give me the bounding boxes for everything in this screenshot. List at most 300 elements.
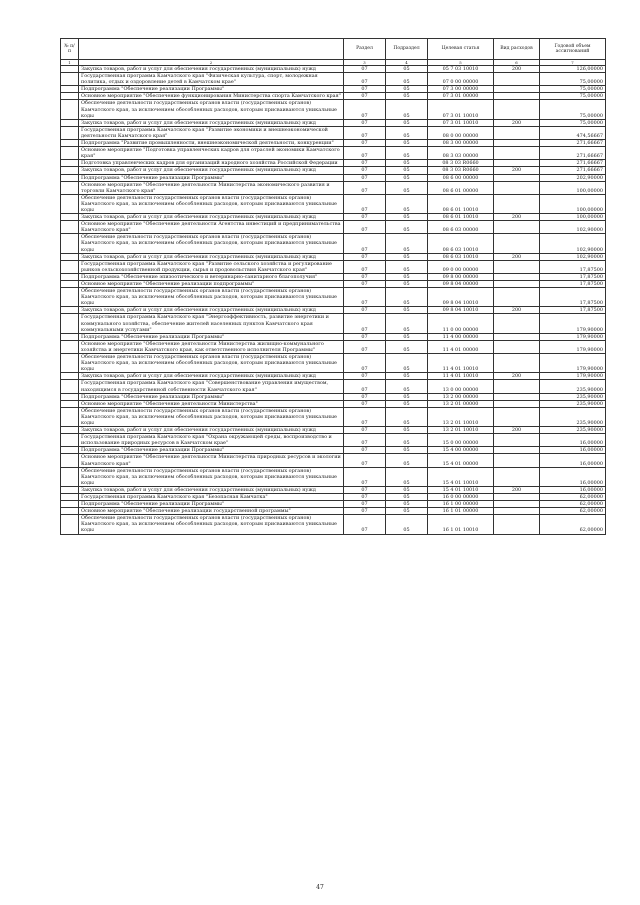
row-vr-cell: [494, 434, 540, 447]
row-csr-cell: 13 2 00 00000: [428, 393, 494, 400]
row-sum-cell: 271,66667: [540, 140, 606, 147]
table-row: [61, 400, 606, 407]
col-num-header: № п/п: [61, 39, 79, 60]
row-csr-cell: 08 6 03 00000: [428, 221, 494, 234]
row-name-cell: Обеспечение деятельности государственных органов власти (государственных органов) Камчатского края, за исключением обособленных расходов, которым присваиваются уникальные коды: [79, 234, 344, 253]
row-razdel-cell: 07: [344, 333, 386, 340]
col-name-header: [79, 39, 344, 60]
row-podrazdel-cell: 05: [386, 253, 428, 260]
row-vr-cell: [494, 354, 540, 373]
row-vr-cell: 200: [494, 427, 540, 434]
row-name-cell: Закупка товаров, работ и услуг для обеспечения государственных (муниципальных) нужд: [79, 119, 344, 126]
row-name-cell: Государственная программа Камчатского края "Энергоэффективность, развитие энергетики и коммунального хозяйства, обеспечение жителей населенных пунктов Камчатского края коммунальными услугами": [79, 314, 344, 333]
row-csr-cell: 07 0 00 00000: [428, 73, 494, 86]
table-row: [61, 221, 606, 234]
row-podrazdel-cell: 05: [386, 340, 428, 353]
row-num-cell: [61, 73, 79, 86]
table-row: [61, 234, 606, 253]
row-csr-cell: 08 6 00 00000: [428, 174, 494, 181]
row-sum-cell: 16,00000: [540, 486, 606, 493]
row-sum-cell: 16,00000: [540, 447, 606, 454]
col-index: 6: [494, 60, 540, 66]
row-name-cell: Закупка товаров, работ и услуг для обеспечения государственных (муниципальных) нужд: [79, 307, 344, 314]
row-podrazdel-cell: 05: [386, 93, 428, 100]
row-sum-cell: 16,00000: [540, 434, 606, 447]
row-razdel-cell: 07: [344, 66, 386, 73]
row-razdel-cell: 07: [344, 253, 386, 260]
row-num-cell: [61, 393, 79, 400]
row-csr-cell: 13 0 00 00000: [428, 380, 494, 393]
row-csr-cell: 09 0 00 00000: [428, 260, 494, 273]
row-name-cell: Основное мероприятие "Обеспечение функционирования Министерства спорта Камчатского края": [79, 93, 344, 100]
table-row: [61, 373, 606, 380]
row-vr-cell: [494, 273, 540, 280]
row-vr-cell: [494, 515, 540, 534]
row-sum-cell: 271,66667: [540, 147, 606, 160]
table-row: [61, 260, 606, 273]
row-name-cell: Закупка товаров, работ и услуг для обеспечения государственных (муниципальных) нужд: [79, 486, 344, 493]
row-sum-cell: 179,90000: [540, 314, 606, 333]
row-name-cell: Государственная программа Камчатского края "Развитие экономики и внешнеэкономической деятельности Камчатского края": [79, 126, 344, 139]
row-num-cell: [61, 515, 79, 534]
row-sum-cell: 62,00000: [540, 515, 606, 534]
row-csr-cell: 11 4 01 10010: [428, 354, 494, 373]
row-csr-cell: 07 3 01 00000: [428, 93, 494, 100]
table-row: [61, 447, 606, 454]
row-num-cell: [61, 508, 79, 515]
row-razdel-cell: 07: [344, 494, 386, 501]
table-row: [61, 515, 606, 534]
row-podrazdel-cell: 05: [386, 501, 428, 508]
row-razdel-cell: 07: [344, 288, 386, 307]
row-num-cell: [61, 181, 79, 194]
row-sum-cell: 100,00000: [540, 181, 606, 194]
row-num-cell: [61, 273, 79, 280]
row-podrazdel-cell: 05: [386, 73, 428, 86]
row-razdel-cell: 07: [344, 447, 386, 454]
row-podrazdel-cell: 05: [386, 126, 428, 139]
table-row: [61, 86, 606, 93]
row-sum-cell: 62,00000: [540, 508, 606, 515]
row-sum-cell: 179,90000: [540, 373, 606, 380]
row-vr-cell: [494, 454, 540, 467]
row-podrazdel-cell: 05: [386, 221, 428, 234]
row-podrazdel-cell: 05: [386, 119, 428, 126]
row-vr-cell: [494, 314, 540, 333]
header-row: [61, 39, 606, 60]
table-row: [61, 407, 606, 426]
row-csr-cell: 08 6 01 10010: [428, 194, 494, 213]
row-razdel-cell: 07: [344, 167, 386, 174]
row-sum-cell: 271,66667: [540, 160, 606, 167]
row-name-cell: Обеспечение деятельности государственных органов власти (государственных органов) Камчатского края, за исключением обособленных расходов, которым присваиваются уникальные коды: [79, 194, 344, 213]
table-row: [61, 486, 606, 493]
row-razdel-cell: 07: [344, 73, 386, 86]
row-num-cell: [61, 354, 79, 373]
row-razdel-cell: 07: [344, 373, 386, 380]
row-sum-cell: 100,00000: [540, 214, 606, 221]
row-csr-cell: 09 8 04 10010: [428, 307, 494, 314]
row-razdel-cell: 07: [344, 486, 386, 493]
row-razdel-cell: 07: [344, 93, 386, 100]
row-sum-cell: 179,90000: [540, 333, 606, 340]
row-razdel-cell: 07: [344, 234, 386, 253]
row-podrazdel-cell: 05: [386, 307, 428, 314]
row-razdel-cell: 07: [344, 221, 386, 234]
row-csr-cell: 15 4 01 00000: [428, 454, 494, 467]
row-sum-cell: 235,90000: [540, 427, 606, 434]
row-sum-cell: 62,00000: [540, 501, 606, 508]
row-razdel-cell: 07: [344, 340, 386, 353]
row-name-cell: Подпрограмма "Обеспечение реализации Программы": [79, 447, 344, 454]
row-podrazdel-cell: 05: [386, 400, 428, 407]
row-name-cell: Подпрограмма "Обеспечение реализации Программы": [79, 174, 344, 181]
row-podrazdel-cell: 05: [386, 447, 428, 454]
table-row: [61, 181, 606, 194]
table-row: [61, 427, 606, 434]
row-podrazdel-cell: 05: [386, 354, 428, 373]
row-vr-cell: [494, 86, 540, 93]
row-razdel-cell: 07: [344, 354, 386, 373]
row-num-cell: [61, 486, 79, 493]
row-csr-cell: 08 3 03 R0660: [428, 167, 494, 174]
row-podrazdel-cell: 05: [386, 160, 428, 167]
row-vr-cell: 200: [494, 307, 540, 314]
row-name-cell: Основное мероприятие "Обеспечение деятельности Агентства инвестиций и предпринимательства Камчатского края": [79, 221, 344, 234]
col-index: 2: [79, 60, 344, 66]
row-podrazdel-cell: 05: [386, 434, 428, 447]
row-num-cell: [61, 214, 79, 221]
row-razdel-cell: 07: [344, 160, 386, 167]
row-name-cell: Основное мероприятие "Подготовка управленческих кадров для отраслей экономики Камчатского края": [79, 147, 344, 160]
row-sum-cell: 202,90000: [540, 174, 606, 181]
row-sum-cell: 75,00000: [540, 93, 606, 100]
row-num-cell: [61, 260, 79, 273]
row-podrazdel-cell: 05: [386, 333, 428, 340]
row-num-cell: [61, 86, 79, 93]
table-row: [61, 119, 606, 126]
table-row: [61, 380, 606, 393]
row-sum-cell: 271,66667: [540, 167, 606, 174]
table-body: [61, 66, 606, 535]
row-csr-cell: 09 8 00 00000: [428, 273, 494, 280]
row-csr-cell: 16 1 01 00000: [428, 508, 494, 515]
row-csr-cell: 09 8 04 10010: [428, 288, 494, 307]
row-name-cell: Подпрограмма "Обеспечение реализации Программы": [79, 86, 344, 93]
row-csr-cell: 08 6 01 10010: [428, 214, 494, 221]
table-row: [61, 147, 606, 160]
row-vr-cell: [494, 501, 540, 508]
row-sum-cell: 75,00000: [540, 119, 606, 126]
row-vr-cell: [494, 140, 540, 147]
table-row: [61, 454, 606, 467]
row-sum-cell: 17,87500: [540, 273, 606, 280]
row-podrazdel-cell: 05: [386, 273, 428, 280]
row-vr-cell: [494, 333, 540, 340]
row-csr-cell: 13 2 01 00000: [428, 400, 494, 407]
row-num-cell: [61, 119, 79, 126]
row-razdel-cell: 07: [344, 260, 386, 273]
col-index: 1: [61, 60, 79, 66]
row-num-cell: [61, 380, 79, 393]
row-razdel-cell: 07: [344, 393, 386, 400]
row-razdel-cell: 07: [344, 100, 386, 119]
row-num-cell: [61, 407, 79, 426]
row-podrazdel-cell: 05: [386, 147, 428, 160]
table-row: [61, 501, 606, 508]
row-sum-cell: 102,90000: [540, 234, 606, 253]
row-num-cell: [61, 467, 79, 486]
row-num-cell: [61, 333, 79, 340]
row-razdel-cell: 07: [344, 467, 386, 486]
row-vr-cell: [494, 447, 540, 454]
row-name-cell: Закупка товаров, работ и услуг для обеспечения государственных (муниципальных) нужд: [79, 427, 344, 434]
table-row: [61, 393, 606, 400]
page-number: 47: [316, 884, 324, 891]
row-num-cell: [61, 288, 79, 307]
row-csr-cell: 07 3 01 10010: [428, 119, 494, 126]
table-row: [61, 93, 606, 100]
row-sum-cell: 17,87500: [540, 260, 606, 273]
row-podrazdel-cell: 05: [386, 380, 428, 393]
row-podrazdel-cell: 05: [386, 140, 428, 147]
row-name-cell: Подпрограмма "Развитие промышленности, внешнеэкономической деятельности, конкуренции": [79, 140, 344, 147]
row-sum-cell: 235,90000: [540, 400, 606, 407]
row-csr-cell: 15 0 00 00000: [428, 434, 494, 447]
row-podrazdel-cell: 05: [386, 194, 428, 213]
row-csr-cell: 16 1 01 10010: [428, 515, 494, 534]
row-num-cell: [61, 221, 79, 234]
row-name-cell: Государственная программа Камчатского края "Физическая культура, спорт, молодежная политика, отдых и оздоровление детей в Камчатском крае": [79, 73, 344, 86]
row-num-cell: [61, 174, 79, 181]
row-name-cell: Подпрограмма "Обеспечение эпизоотического и ветеринарно-санитарного благополучия": [79, 273, 344, 280]
row-podrazdel-cell: 05: [386, 427, 428, 434]
row-razdel-cell: 07: [344, 214, 386, 221]
row-razdel-cell: 07: [344, 273, 386, 280]
row-name-cell: Государственная программа Камчатского края "Совершенствование управления имуществом, находящимся в государственной собственности Камчатского края": [79, 380, 344, 393]
row-csr-cell: 08 0 00 00000: [428, 126, 494, 139]
table-row: [61, 314, 606, 333]
row-vr-cell: [494, 380, 540, 393]
row-csr-cell: 08 3 03 R0660: [428, 160, 494, 167]
row-vr-cell: 200: [494, 66, 540, 73]
row-vr-cell: [494, 160, 540, 167]
table-row: [61, 253, 606, 260]
row-vr-cell: [494, 234, 540, 253]
row-name-cell: Закупка товаров, работ и услуг для обеспечения государственных (муниципальных) нужд: [79, 167, 344, 174]
row-vr-cell: [494, 407, 540, 426]
row-name-cell: Закупка товаров, работ и услуг для обеспечения государственных (муниципальных) нужд: [79, 214, 344, 221]
row-razdel-cell: 07: [344, 181, 386, 194]
row-razdel-cell: 07: [344, 508, 386, 515]
row-razdel-cell: 07: [344, 515, 386, 534]
row-num-cell: [61, 234, 79, 253]
row-razdel-cell: 07: [344, 194, 386, 213]
row-num-cell: [61, 140, 79, 147]
table-header: [61, 39, 606, 66]
row-name-cell: Государственная программа Камчатского края "Безопасная Камчатка": [79, 494, 344, 501]
row-csr-cell: 11 4 00 00000: [428, 333, 494, 340]
table-row: [61, 100, 606, 119]
row-num-cell: [61, 494, 79, 501]
row-razdel-cell: 07: [344, 314, 386, 333]
row-sum-cell: 100,00000: [540, 194, 606, 213]
row-vr-cell: [494, 288, 540, 307]
table-row: [61, 273, 606, 280]
row-vr-cell: 200: [494, 253, 540, 260]
row-sum-cell: 102,90000: [540, 221, 606, 234]
row-vr-cell: 200: [494, 214, 540, 221]
table-row: [61, 494, 606, 501]
row-csr-cell: 13 2 01 10010: [428, 427, 494, 434]
row-num-cell: [61, 373, 79, 380]
row-sum-cell: 75,00000: [540, 73, 606, 86]
row-podrazdel-cell: 05: [386, 100, 428, 119]
row-vr-cell: [494, 467, 540, 486]
row-name-cell: Обеспечение деятельности государственных органов власти (государственных органов) Камчатского края, за исключением обособленных расходов, которым присваиваются уникальные коды: [79, 515, 344, 534]
row-razdel-cell: 07: [344, 86, 386, 93]
row-num-cell: [61, 100, 79, 119]
row-num-cell: [61, 314, 79, 333]
row-num-cell: [61, 253, 79, 260]
row-vr-cell: 200: [494, 167, 540, 174]
col-index: 3: [344, 60, 386, 66]
row-podrazdel-cell: 05: [386, 508, 428, 515]
row-podrazdel-cell: 05: [386, 515, 428, 534]
row-csr-cell: 08 6 03 10010: [428, 234, 494, 253]
row-num-cell: [61, 194, 79, 213]
row-razdel-cell: 07: [344, 407, 386, 426]
row-name-cell: Обеспечение деятельности государственных органов власти (государственных органов) Камчатского края, за исключением обособленных расходов, которым присваиваются уникальные коды: [79, 288, 344, 307]
row-num-cell: [61, 147, 79, 160]
row-sum-cell: 179,90000: [540, 354, 606, 373]
row-csr-cell: 08 3 03 00000: [428, 147, 494, 160]
row-podrazdel-cell: 05: [386, 281, 428, 288]
row-vr-cell: [494, 393, 540, 400]
row-sum-cell: 17,87500: [540, 307, 606, 314]
row-num-cell: [61, 167, 79, 174]
row-razdel-cell: 07: [344, 140, 386, 147]
row-podrazdel-cell: 05: [386, 86, 428, 93]
row-name-cell: Основное мероприятие "Обеспечение деятельности Министерства жилищно-коммунального хозяйства и энергетики Камчатского края, как ответственного исполнителя Программы": [79, 340, 344, 353]
row-name-cell: Подпрограмма "Обеспечение реализации Программы": [79, 333, 344, 340]
row-podrazdel-cell: 05: [386, 407, 428, 426]
row-vr-cell: [494, 147, 540, 160]
row-podrazdel-cell: 05: [386, 486, 428, 493]
col-index: 4: [386, 60, 428, 66]
row-podrazdel-cell: 05: [386, 181, 428, 194]
row-name-cell: Подпрограмма "Обеспечение реализации Программы": [79, 501, 344, 508]
row-name-cell: Обеспечение деятельности государственных органов власти (государственных органов) Камчатского края, за исключением обособленных расходов, которым присваиваются уникальные коды: [79, 467, 344, 486]
row-name-cell: Основное мероприятие "Обеспечение реализации государственной программы": [79, 508, 344, 515]
row-num-cell: [61, 340, 79, 353]
row-num-cell: [61, 427, 79, 434]
row-vr-cell: [494, 400, 540, 407]
row-podrazdel-cell: 05: [386, 288, 428, 307]
row-name-cell: Закупка товаров, работ и услуг для обеспечения государственных (муниципальных) нужд: [79, 253, 344, 260]
row-name-cell: Основное мероприятие "Обеспечение деятельности Министерства": [79, 400, 344, 407]
row-name-cell: Закупка товаров, работ и услуг для обеспечения государственных (муниципальных) нужд: [79, 373, 344, 380]
row-name-cell: Обеспечение деятельности государственных органов власти (государственных органов) Камчатского края, за исключением обособленных расходов, которым присваиваются уникальные коды: [79, 354, 344, 373]
row-podrazdel-cell: 05: [386, 167, 428, 174]
row-num-cell: [61, 501, 79, 508]
row-num-cell: [61, 307, 79, 314]
row-sum-cell: 102,90000: [540, 253, 606, 260]
row-razdel-cell: 07: [344, 119, 386, 126]
table-row: [61, 214, 606, 221]
row-csr-cell: 16 1 00 00000: [428, 501, 494, 508]
row-csr-cell: 15 4 01 10010: [428, 486, 494, 493]
row-razdel-cell: 07: [344, 307, 386, 314]
row-sum-cell: 235,90000: [540, 380, 606, 393]
row-num-cell: [61, 93, 79, 100]
row-sum-cell: 17,87500: [540, 288, 606, 307]
row-name-cell: Подпрограмма "Обеспечение реализации Программы": [79, 393, 344, 400]
budget-table-sheet: [60, 38, 605, 535]
col-csr-header: Целевая статья: [428, 39, 494, 60]
row-podrazdel-cell: 05: [386, 393, 428, 400]
row-razdel-cell: 07: [344, 400, 386, 407]
table-row: [61, 333, 606, 340]
row-razdel-cell: 07: [344, 126, 386, 139]
row-podrazdel-cell: 05: [386, 494, 428, 501]
row-vr-cell: [494, 340, 540, 353]
row-vr-cell: [494, 93, 540, 100]
budget-table: [60, 38, 606, 535]
table-row: [61, 73, 606, 86]
row-podrazdel-cell: 05: [386, 373, 428, 380]
row-csr-cell: 08 3 00 00000: [428, 140, 494, 147]
row-sum-cell: 16,00000: [540, 467, 606, 486]
row-vr-cell: [494, 73, 540, 86]
row-sum-cell: 62,00000: [540, 494, 606, 501]
table-row: [61, 66, 606, 73]
row-num-cell: [61, 434, 79, 447]
col-index: 5: [428, 60, 494, 66]
row-name-cell: Подготовка управленческих кадров для организаций народного хозяйства Российской Федерации: [79, 160, 344, 167]
row-csr-cell: 07 3 00 00000: [428, 86, 494, 93]
row-vr-cell: [494, 494, 540, 501]
row-name-cell: Основное мероприятие "Обеспечение реализации подпрограммы": [79, 281, 344, 288]
col-podrazdel-header: Подраздел: [386, 39, 428, 60]
row-sum-cell: 474,56667: [540, 126, 606, 139]
row-sum-cell: 75,00000: [540, 86, 606, 93]
row-vr-cell: 200: [494, 486, 540, 493]
row-csr-cell: 15 4 01 10010: [428, 467, 494, 486]
row-num-cell: [61, 126, 79, 139]
row-vr-cell: [494, 100, 540, 119]
row-csr-cell: 08 6 01 00000: [428, 181, 494, 194]
table-row: [61, 434, 606, 447]
row-sum-cell: 17,87500: [540, 281, 606, 288]
col-index: 7: [540, 60, 606, 66]
table-row: [61, 281, 606, 288]
table-row: [61, 140, 606, 147]
row-razdel-cell: 07: [344, 380, 386, 393]
row-csr-cell: 13 2 01 10010: [428, 407, 494, 426]
table-row: [61, 354, 606, 373]
row-podrazdel-cell: 05: [386, 214, 428, 221]
col-razdel-header: Раздел: [344, 39, 386, 60]
table-row: [61, 167, 606, 174]
row-vr-cell: [494, 194, 540, 213]
row-num-cell: [61, 281, 79, 288]
row-csr-cell: 11 0 00 00000: [428, 314, 494, 333]
row-num-cell: [61, 400, 79, 407]
row-razdel-cell: 07: [344, 147, 386, 160]
row-vr-cell: [494, 174, 540, 181]
row-csr-cell: 08 6 03 10010: [428, 253, 494, 260]
